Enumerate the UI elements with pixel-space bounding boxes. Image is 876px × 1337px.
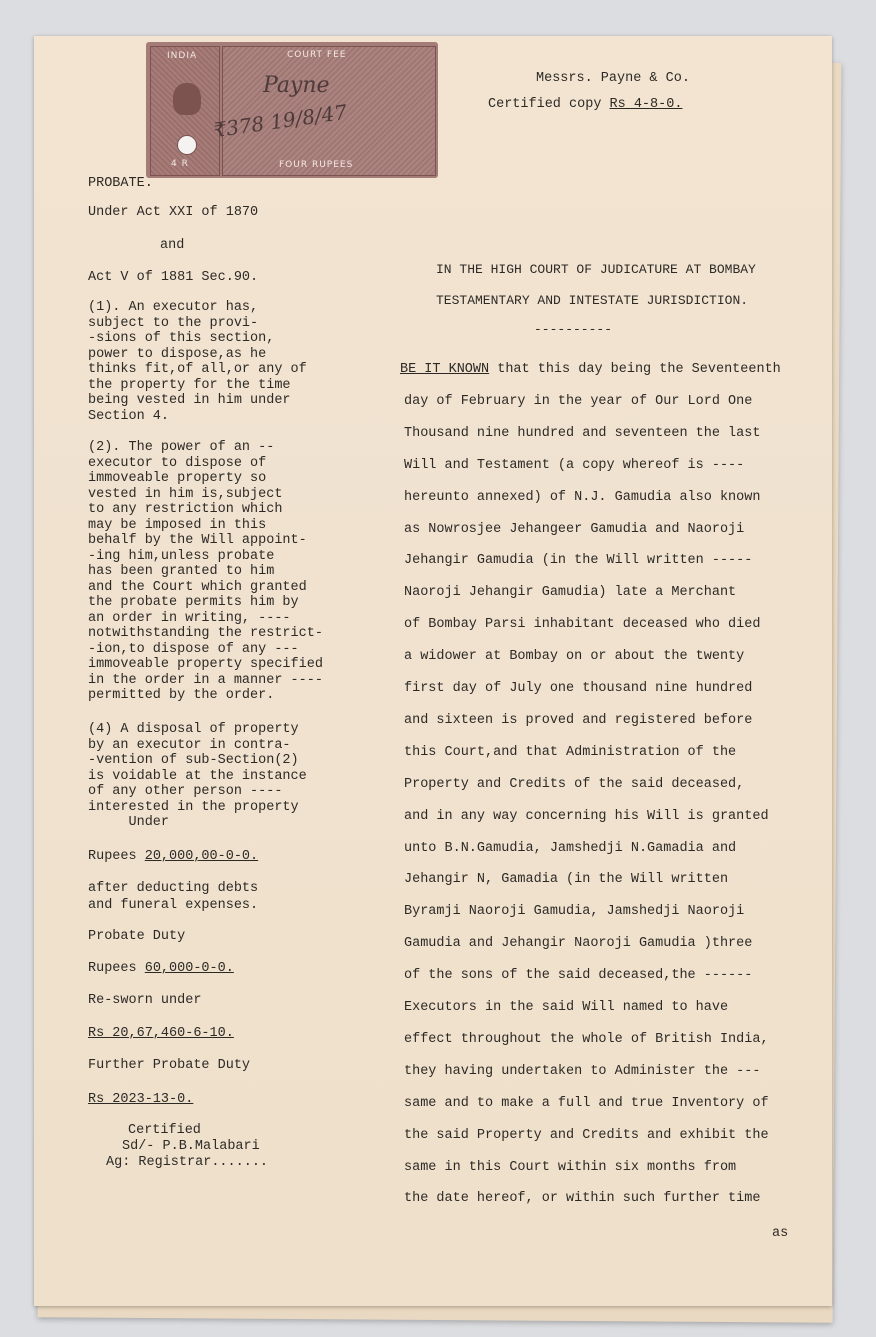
further-duty-label: Further Probate Duty	[88, 1058, 251, 1073]
stamp-handwriting-name: Payne	[263, 73, 330, 98]
body-line-text: they having undertaken to Administer the ---	[404, 1063, 761, 1079]
body-line-text: of Bombay Parsi inhabitant deceased who died	[404, 617, 761, 633]
body-line	[404, 713, 752, 728]
court-fee-stamp	[146, 42, 438, 178]
body-line	[404, 1032, 769, 1047]
registrar-line: Ag: Registrar.......	[106, 1155, 269, 1170]
resworn-label: Re-sworn under	[88, 993, 202, 1008]
body-line	[404, 458, 744, 473]
probate-amount: 60,000-0-0.	[144, 961, 234, 976]
body-line-text: Naoroji Jehangir Gamudia) late a Merchant	[404, 585, 737, 601]
certified-label: Certified	[128, 1123, 201, 1138]
section-4-text: (4) A disposal of property by an executor in contra- -vention of sub-Section(2) is voidable at the instance of any other person ---- interested in the property Under	[88, 722, 307, 830]
body-line	[404, 745, 736, 760]
certified-copy-label: Certified copy	[488, 97, 602, 112]
body-line	[404, 681, 752, 696]
after-debts-line-2: and funeral expenses.	[88, 898, 259, 913]
body-line-text: a widower at Bombay on or about the twenty	[404, 649, 745, 665]
body-line	[404, 1064, 760, 1079]
resworn-amount: Rs 20,67,460-6-10.	[88, 1026, 234, 1041]
body-line-text: effect throughout the whole of British India,	[404, 1031, 769, 1047]
body-line	[404, 968, 752, 983]
body-line	[404, 585, 736, 600]
body-line	[404, 490, 760, 505]
body-line-text: Gamudia and Jehangir Naoroji Gamudia )three	[404, 936, 753, 952]
and-text: and	[160, 238, 185, 253]
body-line	[404, 872, 728, 887]
body-line	[404, 1191, 760, 1206]
act-1870: Under Act XXI of 1870	[88, 205, 259, 220]
rupees-amount: 20,000,00-0-0.	[144, 849, 259, 864]
punch-hole-icon	[177, 135, 197, 155]
probate-duty-line	[88, 961, 234, 976]
stamp-value-short: 4 R	[171, 159, 193, 169]
body-line-text: and sixteen is proved and registered before	[404, 712, 753, 728]
body-line-text: unto B.N.Gamudia, Jamshedji N.Gamadia and	[404, 840, 737, 856]
body-line	[400, 362, 781, 377]
body-line-text: Jehangir Gamudia (in the Will written -----	[404, 553, 753, 569]
body-line	[404, 617, 760, 632]
after-debts-line-1: after deducting debts	[88, 881, 259, 896]
body-line	[404, 841, 736, 856]
body-line-text: day of February in the year of Our Lord One	[404, 393, 753, 409]
body-line-text: same and to make a full and true Inventory of	[404, 1095, 769, 1111]
body-line	[404, 936, 752, 951]
certified-copy-amount: Rs 4-8-0.	[609, 97, 683, 112]
body-line	[404, 553, 752, 568]
rupees-line	[88, 849, 258, 864]
catchword: as	[772, 1226, 789, 1241]
firm-name: Messrs. Payne & Co.	[536, 71, 690, 86]
court-heading: IN THE HIGH COURT OF JUDICATURE AT BOMBAY	[436, 262, 756, 277]
body-line	[404, 1160, 736, 1175]
body-line	[404, 1000, 728, 1015]
body-line-text: first day of July one thousand nine hundred	[404, 681, 753, 696]
body-line	[404, 522, 744, 537]
body-line	[404, 394, 752, 409]
body-line	[404, 904, 744, 919]
body-line-text: and in any way concerning his Will is granted	[404, 808, 769, 824]
further-duty-amount: Rs 2023-13-0.	[88, 1092, 194, 1107]
body-line	[404, 426, 760, 441]
body-line-text: the date hereof, or within such further time	[404, 1191, 761, 1207]
stamp-court-fee: COURT FEE	[287, 50, 347, 60]
body-line	[404, 1128, 769, 1143]
rupees-label: Rupees	[88, 849, 137, 864]
section-1-text: (1). An executor has, subject to the provi- -sions of this section, power to dispose,as he thinks fit,of all,or any of the property for the time being vested in him under Section 4.	[88, 300, 307, 424]
certified-copy-line	[488, 92, 690, 118]
body-line	[404, 809, 769, 824]
stamp-handwriting-date: ₹378 19/8/47	[211, 99, 349, 143]
body-line-text: Byramji Naoroji Gamudia, Jamshedji Naoroji	[404, 904, 745, 920]
stamp-value-panel	[211, 46, 436, 176]
probate-duty-label: Probate Duty	[88, 929, 186, 944]
act-1881: Act V of 1881 Sec.90.	[88, 270, 259, 285]
body-line-text: of the sons of the said deceased,the ------	[404, 968, 753, 984]
be-it-known-lead: BE IT KNOWN	[400, 362, 490, 377]
body-line-text: the said Property and Credits and exhibit the	[404, 1127, 769, 1143]
body-line-text: this Court,and that Administration of the	[404, 744, 737, 760]
body-line	[404, 1096, 769, 1111]
body-line-text: Property and Credits of the said deceased,	[404, 776, 745, 792]
body-line-text: Will and Testament (a copy whereof is ----	[404, 457, 745, 473]
crown-icon	[173, 83, 201, 115]
section-2-text: (2). The power of an -- executor to dispose of immoveable property so vested in him is,subject to any restriction which may be imposed in this behalf by the Will appoint- -ing him,unless probate has been granted to him and the Court which granted the probate permits him by an order in writing, ---- notwithstanding the restrict- -ion,to dispose of any --- immoveable property specified in the order in a manner ---- permitted by the order.	[88, 440, 323, 703]
body-line-text: Jehangir N, Gamadia (in the Will written	[404, 872, 729, 888]
body-line-text: as Nowrosjee Jehangeer Gamudia and Naoroji	[404, 521, 745, 537]
signature-line: Sd/- P.B.Malabari	[122, 1139, 260, 1154]
body-line-text: Thousand nine hundred and seventeen the last	[404, 425, 761, 441]
jurisdiction-heading: TESTAMENTARY AND INTESTATE JURISDICTION.	[436, 293, 749, 308]
stamp-country: INDIA	[167, 51, 198, 61]
header-block	[488, 66, 690, 118]
heading-divider: ----------	[534, 322, 613, 337]
body-line	[404, 777, 744, 792]
body-line-text: Executors in the said Will named to have	[404, 1000, 729, 1015]
body-line-text: hereunto annexed) of N.J. Gamudia also known	[404, 489, 761, 505]
body-line-text: that this day being the Seventeenth	[489, 362, 781, 377]
stamp-value-long: FOUR RUPEES	[279, 160, 354, 170]
probate-rupees-label: Rupees	[88, 961, 137, 976]
probate-title: PROBATE.	[88, 176, 153, 191]
stamp-portrait-panel	[150, 46, 220, 176]
body-line	[404, 649, 744, 664]
body-line-text: same in this Court within six months from	[404, 1159, 737, 1175]
